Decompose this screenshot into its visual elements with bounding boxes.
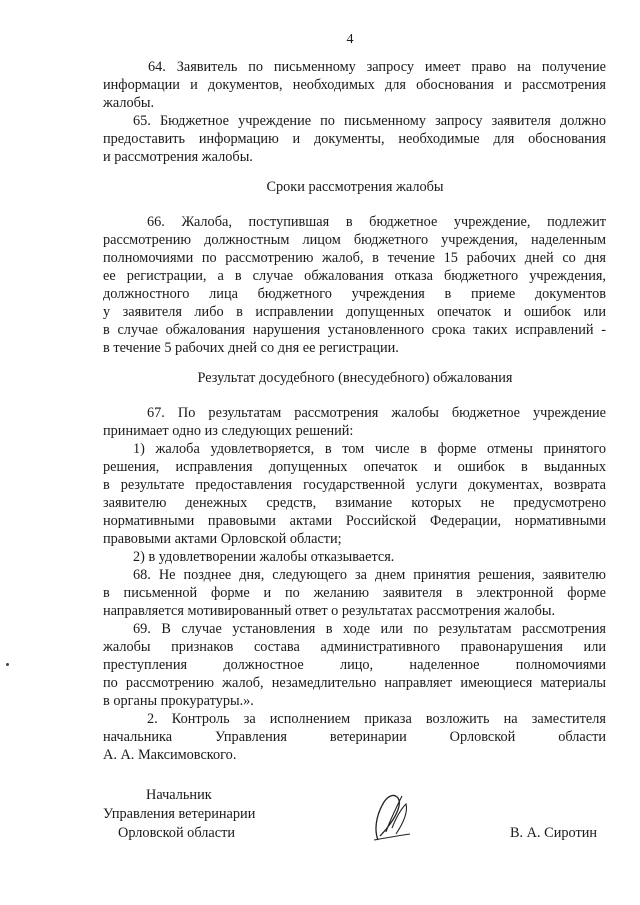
p64-line-1: 64. Заявитель по письменному запросу имеет право на получение <box>148 59 606 75</box>
p67-line-6: заявителю денежных средств, взимание которых не предусмотрено <box>103 495 606 511</box>
p67-line-9: 2) в удовлетворении жалобы отказывается. <box>133 549 395 565</box>
p66-line-3: полномочиями по рассмотрению жалоб, в течение 15 рабочих дней со дня <box>103 250 606 266</box>
signatory-title-line-1: Начальник <box>146 787 212 803</box>
p69-line-4: по рассмотрению жалоб, незамедлительно направляет имеющиеся материалы <box>103 675 606 691</box>
p66-line-8: в течение 5 рабочих дней со дня ее регистрации. <box>103 340 399 356</box>
page-number: 4 <box>346 32 354 47</box>
p68-line-3: направляется мотивированный ответ о результатах рассмотрения жалобы. <box>103 603 556 619</box>
p69-line-5: в органы прокуратуры.». <box>103 693 254 709</box>
signatory-title-line-3: Орловской области <box>118 825 235 841</box>
scan-speck <box>6 663 9 666</box>
signatory-name: В. А. Сиротин <box>510 825 598 841</box>
p69-line-1: 69. В случае установления в ходе или по результатам рассмотрения <box>133 621 606 637</box>
p65-line-3: и рассмотрения жалобы. <box>103 149 253 165</box>
p65-line-1: 65. Бюджетное учреждение по письменному запросу заявителя должно <box>133 113 606 129</box>
p66-line-1: 66. Жалоба, поступившая в бюджетное учреждение, подлежит <box>147 214 606 230</box>
p67-line-7: нормативными правовыми актами Российской Федерации, нормативными <box>103 513 606 529</box>
signatory-title-line-2: Управления ветеринарии <box>103 806 256 822</box>
p67-line-2: принимает одно из следующих решений: <box>103 423 354 439</box>
p66-line-2: рассмотрению должностным лицом бюджетного учреждения, наделенным <box>103 232 606 248</box>
p68-line-2: в письменной форме и по желанию заявителя в электронной форме <box>103 585 606 601</box>
p69-line-2: жалобы признаков состава административного правонарушения или <box>103 639 606 655</box>
p2-line-2: начальника Управления ветеринарии Орловской области <box>103 729 606 745</box>
p66-line-6: у заявителя либо в исправлении допущенных опечаток и ошибок или <box>103 304 606 320</box>
p67-line-3: 1) жалоба удовлетворяется, в том числе в форме отмены принятого <box>133 441 606 457</box>
section-heading-appeal-result: Результат досудебного (внесудебного) обжалования <box>197 370 513 386</box>
p69-line-3: преступления должностное лицо, наделенное полномочиями <box>103 657 606 673</box>
p66-line-5: должностного лица бюджетного учреждения в приеме документов <box>103 286 606 302</box>
p64-line-2: информации и документов, необходимых для обоснования и рассмотрения <box>103 77 606 93</box>
p67-line-4: решения, исправления допущенных опечаток и ошибок в выданных <box>103 459 606 475</box>
p2-line-1: 2. Контроль за исполнением приказа возложить на заместителя <box>147 711 606 727</box>
handwritten-signature <box>366 790 416 845</box>
p64-line-3: жалобы. <box>103 95 155 111</box>
p2-line-3: А. А. Максимовского. <box>103 747 237 763</box>
p66-line-4: ее регистрации, а в случае обжалования отказа бюджетного учреждения, <box>103 268 606 284</box>
p68-line-1: 68. Не позднее дня, следующего за днем принятия решения, заявителю <box>133 567 606 583</box>
p67-line-8: правовыми актами Орловской области; <box>103 531 342 547</box>
p67-line-5: в результате предоставления государственной услуги документах, возврата <box>103 477 606 493</box>
section-heading-review-terms: Сроки рассмотрения жалобы <box>266 179 444 195</box>
p67-line-1: 67. По результатам рассмотрения жалобы бюджетное учреждение <box>147 405 606 421</box>
p66-line-7: в случае обжалования нарушения установленного срока таких исправлений - <box>103 322 606 338</box>
p65-line-2: предоставить информацию и документы, необходимые для обоснования <box>103 131 606 147</box>
